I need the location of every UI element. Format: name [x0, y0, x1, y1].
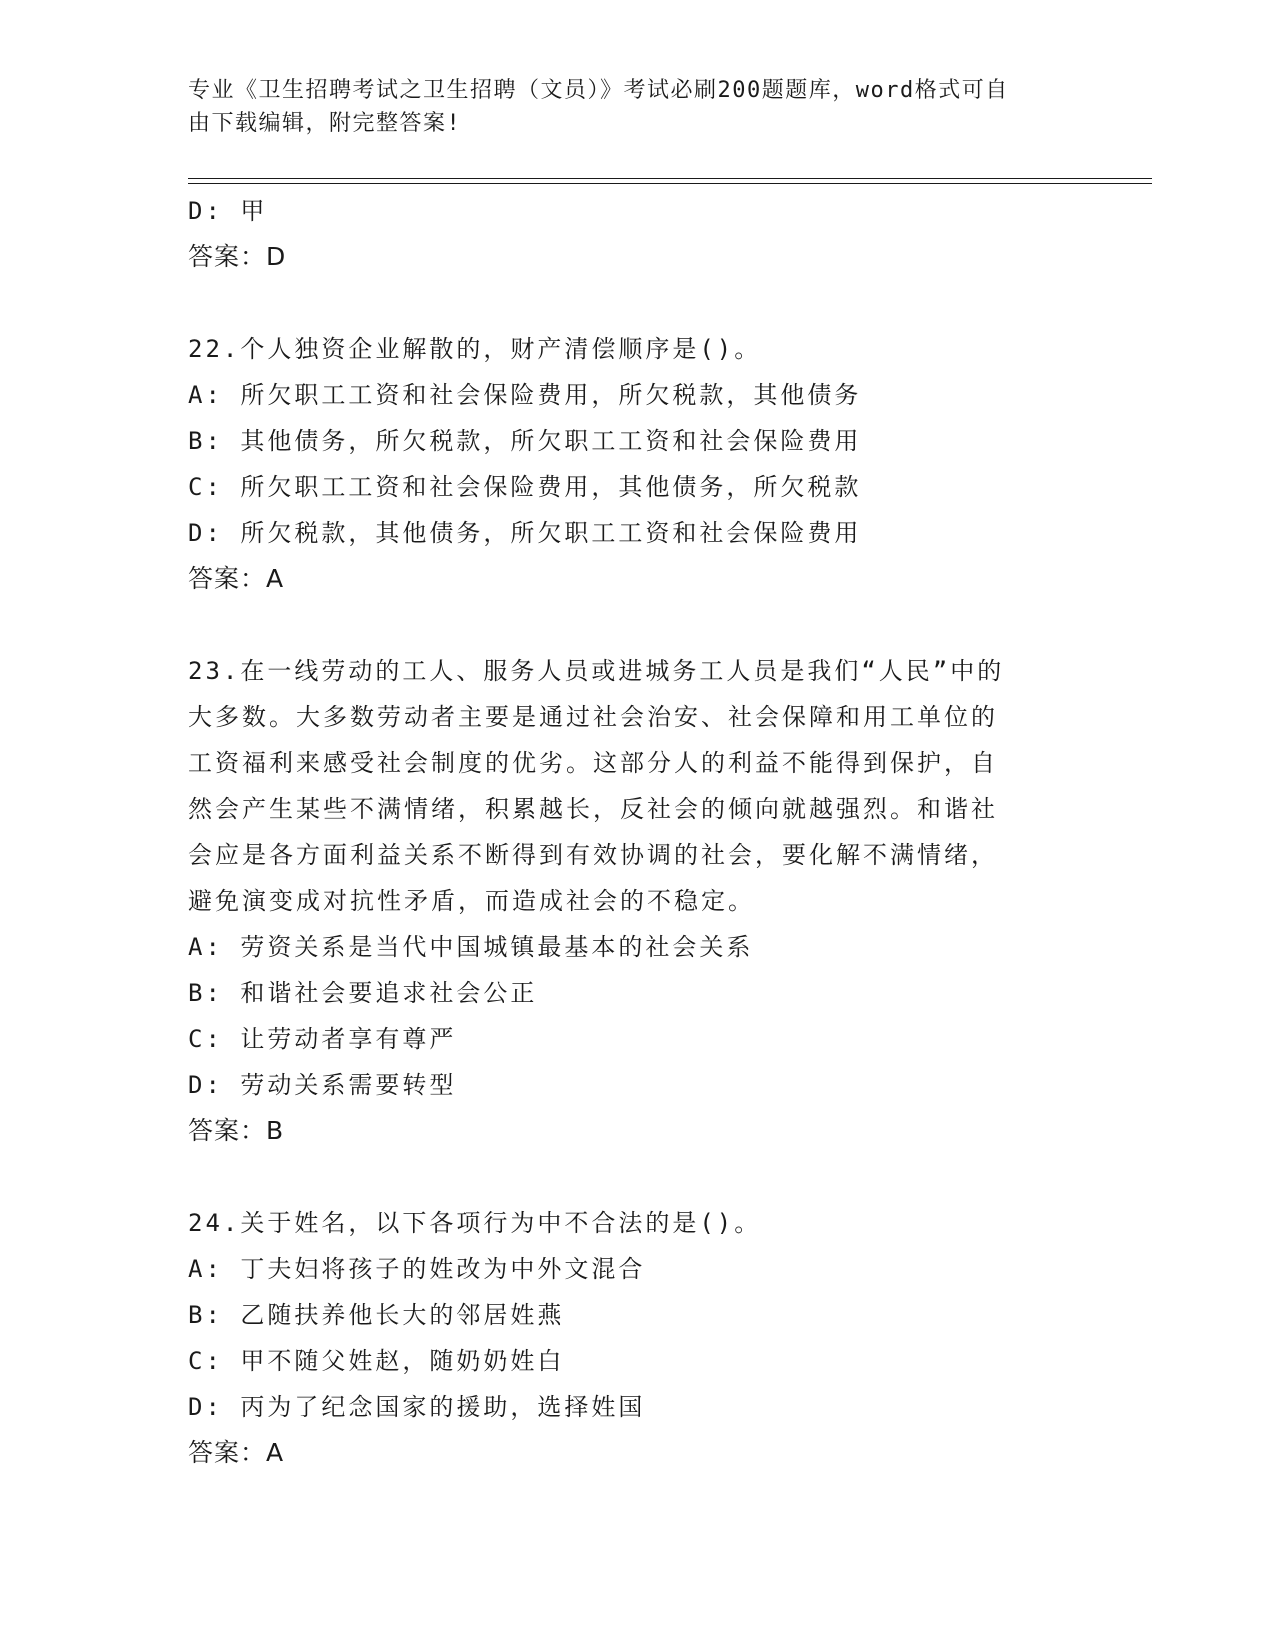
spacer	[188, 602, 1088, 648]
option-d: D: 劳动关系需要转型	[188, 1071, 457, 1099]
option-a: A: 所欠职工工资和社会保险费用，所欠税款，其他债务	[188, 381, 862, 409]
question-stem-line-4: 然会产生某些不满情绪，积累越长，反社会的倾向就越强烈。和谐社	[188, 795, 998, 823]
question-23	[188, 648, 1088, 1154]
spacer	[188, 280, 1088, 326]
prev-option-d: D: 甲	[188, 197, 268, 225]
spacer	[188, 1154, 1088, 1200]
option-d: D: 所欠税款，其他债务，所欠职工工资和社会保险费用	[188, 519, 862, 547]
question-content	[188, 188, 1088, 1476]
question-stem-line-3: 工资福利来感受社会制度的优劣。这部分人的利益不能得到保护，自	[188, 749, 998, 777]
header-rule-bottom	[188, 183, 1152, 184]
question-stem: 22.个人独资企业解散的，财产清偿顺序是()。	[188, 335, 762, 363]
option-c: C: 所欠职工工资和社会保险费用，其他债务，所欠税款	[188, 473, 862, 501]
prev-answer: 答案：D	[188, 242, 287, 271]
question-stem-line-5: 会应是各方面利益关系不断得到有效协调的社会，要化解不满情绪，	[188, 841, 998, 869]
option-b: B: 和谐社会要追求社会公正	[188, 979, 538, 1007]
header-line-1: 专业《卫生招聘考试之卫生招聘（文员）》考试必刷200题题库，word格式可自	[188, 78, 1009, 103]
header-line-2: 由下载编辑，附完整答案!	[188, 111, 462, 136]
option-b: B: 其他债务，所欠税款，所欠职工工资和社会保险费用	[188, 427, 862, 455]
option-b: B: 乙随扶养他长大的邻居姓燕	[188, 1301, 565, 1329]
header-rule-top	[188, 178, 1152, 179]
option-d: D: 丙为了纪念国家的援助，选择姓国	[188, 1393, 646, 1421]
answer: 答案：B	[188, 1116, 285, 1145]
question-stem-line-2: 大多数。大多数劳动者主要是通过社会治安、社会保障和用工单位的	[188, 703, 998, 731]
option-a: A: 劳资关系是当代中国城镇最基本的社会关系	[188, 933, 754, 961]
question-stem-line-6: 避免演变成对抗性矛盾，而造成社会的不稳定。	[188, 887, 755, 915]
option-c: C: 让劳动者享有尊严	[188, 1025, 457, 1053]
document-header	[188, 74, 1068, 140]
option-c: C: 甲不随父姓赵，随奶奶姓白	[188, 1347, 565, 1375]
question-stem: 24.关于姓名，以下各项行为中不合法的是()。	[188, 1209, 762, 1237]
question-stem-line-1: 23.在一线劳动的工人、服务人员或进城务工人员是我们“人民”中的	[188, 657, 1005, 685]
question-22	[188, 326, 1088, 602]
question-24	[188, 1200, 1088, 1476]
answer: 答案：A	[188, 1438, 285, 1467]
option-a: A: 丁夫妇将孩子的姓改为中外文混合	[188, 1255, 646, 1283]
answer: 答案：A	[188, 564, 285, 593]
